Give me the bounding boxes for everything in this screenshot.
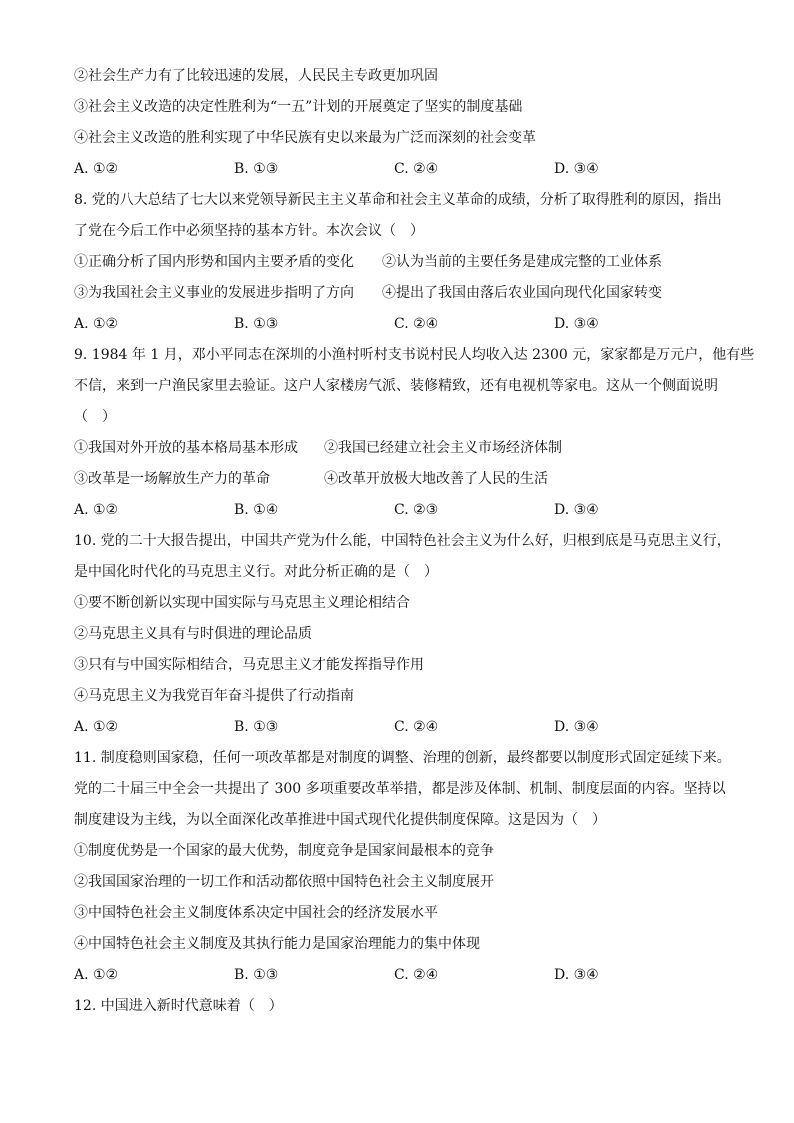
q8-option-d[interactable]: D. ③④ <box>554 316 599 332</box>
q10-options <box>74 715 734 746</box>
q7-option-c[interactable]: C. ②④ <box>394 161 439 177</box>
q11-stem-line-1: 11. 制度稳则国家稳，任何一项改革都是对制度的调整、治理的创新，最终都要以制度形式固定延续下来。 <box>74 750 731 766</box>
q11-stem-line-2: 党的二十届三中全会一共提出了 300 多项重要改革举措，都是涉及体制、机制、制度层面的内容。坚持以 <box>74 781 726 797</box>
q8-statements-row-2 <box>74 281 734 312</box>
q9-option-d[interactable]: D. ③④ <box>554 502 599 518</box>
q8-statement-2: ②认为当前的主要任务是建成完整的工业体系 <box>382 254 662 270</box>
q8-statement-4: ④提出了我国由落后农业国向现代化国家转变 <box>382 285 662 301</box>
q10-option-b[interactable]: B. ①③ <box>234 719 279 735</box>
q9-statement-4: ④改革开放极大地改善了人民的生活 <box>324 471 548 487</box>
q7-option-a[interactable]: A. ①② <box>74 161 119 177</box>
q11-options <box>74 963 734 994</box>
q9-stem-line-2: 不信，来到一户渔民家里去验证。这户人家楼房气派、装修精致，还有电视机等家电。这从一个侧面说明 <box>74 378 718 394</box>
q8-statement-3: ③为我国社会主义事业的发展进步指明了方向 <box>74 285 354 301</box>
q8-option-c[interactable]: C. ②④ <box>394 316 439 332</box>
q8-statement-1: ①正确分析了国内形势和国内主要矛盾的变化 <box>74 254 354 270</box>
q11-statement-4: ④中国特色社会主义制度及其执行能力是国家治理能力的集中体现 <box>74 936 480 952</box>
q8-options <box>74 312 734 343</box>
q9-option-b[interactable]: B. ①④ <box>234 502 279 518</box>
q9-statements-row-2 <box>74 467 734 498</box>
q9-stem-line-1: 9. 1984 年 1 月，邓小平同志在深圳的小渔村听村支书说村民人均收入达 2300 元，家家都是万元户，他有些 <box>74 347 755 363</box>
q11-statement-2: ②我国国家治理的一切工作和活动都依照中国特色社会主义制度展开 <box>74 874 494 890</box>
q7-option-b[interactable]: B. ①③ <box>234 161 279 177</box>
q10-option-d[interactable]: D. ③④ <box>554 719 599 735</box>
q12-stem-line-1: 12. 中国进入新时代意味着（ ） <box>74 998 283 1014</box>
q8-option-a[interactable]: A. ①② <box>74 316 119 332</box>
q10-statement-4: ④马克思主义为我党百年奋斗提供了行动指南 <box>74 688 354 704</box>
q9-option-a[interactable]: A. ①② <box>74 502 119 518</box>
exam-page <box>74 64 755 1025</box>
q11-option-b[interactable]: B. ①③ <box>234 967 279 983</box>
q11-option-a[interactable]: A. ①② <box>74 967 119 983</box>
q9-statement-3: ③改革是一场解放生产力的革命 <box>74 471 270 487</box>
q10-statement-2: ②马克思主义具有与时俱进的理论品质 <box>74 626 312 642</box>
q7-option-d[interactable]: D. ③④ <box>554 161 599 177</box>
q7-options <box>74 157 734 188</box>
q9-statement-1: ①我国对外开放的基本格局基本形成 <box>74 440 298 456</box>
q8-statements-row-1 <box>74 250 734 281</box>
q10-stem-line-2: 是中国化时代化的马克思主义行。对此分析正确的是（ ） <box>74 564 438 580</box>
q10-statement-1: ①要不断创新以实现中国实际与马克思主义理论相结合 <box>74 595 410 611</box>
q11-stem-line-3: 制度建设为主线，为以全面深化改革推进中国式现代化提供制度保障。这是因为（ ） <box>74 812 606 828</box>
q8-option-b[interactable]: B. ①③ <box>234 316 279 332</box>
q7-statement-4: ④社会主义改造的胜利实现了中华民族有史以来最为广泛而深刻的社会变革 <box>74 130 536 146</box>
q7-statement-3: ③社会主义改造的决定性胜利为“一五”计划的开展奠定了坚实的制度基础 <box>74 99 523 115</box>
q11-option-c[interactable]: C. ②④ <box>394 967 439 983</box>
q11-statement-3: ③中国特色社会主义制度体系决定中国社会的经济发展水平 <box>74 905 438 921</box>
q10-option-c[interactable]: C. ②④ <box>394 719 439 735</box>
q9-statement-2: ②我国已经建立社会主义市场经济体制 <box>324 440 562 456</box>
q7-statement-2: ②社会生产力有了比较迅速的发展，人民民主专政更加巩固 <box>74 68 438 84</box>
q8-stem-line-1: 8. 党的八大总结了七大以来党领导新民主主义革命和社会主义革命的成绩，分析了取得胜利的原因，指出 <box>74 192 722 208</box>
q9-option-c[interactable]: C. ②③ <box>394 502 439 518</box>
q9-stem-line-3: （ ） <box>74 409 116 425</box>
q11-statement-1: ①制度优势是一个国家的最大优势，制度竞争是国家间最根本的竞争 <box>74 843 494 859</box>
q10-stem-line-1: 10. 党的二十大报告提出，中国共产党为什么能，中国特色社会主义为什么好，归根到底是马克思主义行， <box>74 533 731 549</box>
q10-option-a[interactable]: A. ①② <box>74 719 119 735</box>
q9-options <box>74 498 734 529</box>
q9-statements-row-1 <box>74 436 734 467</box>
q10-statement-3: ③只有与中国实际相结合，马克思主义才能发挥指导作用 <box>74 657 424 673</box>
q11-option-d[interactable]: D. ③④ <box>554 967 599 983</box>
q8-stem-line-2: 了党在今后工作中必须坚持的基本方针。本次会议（ ） <box>74 223 424 239</box>
